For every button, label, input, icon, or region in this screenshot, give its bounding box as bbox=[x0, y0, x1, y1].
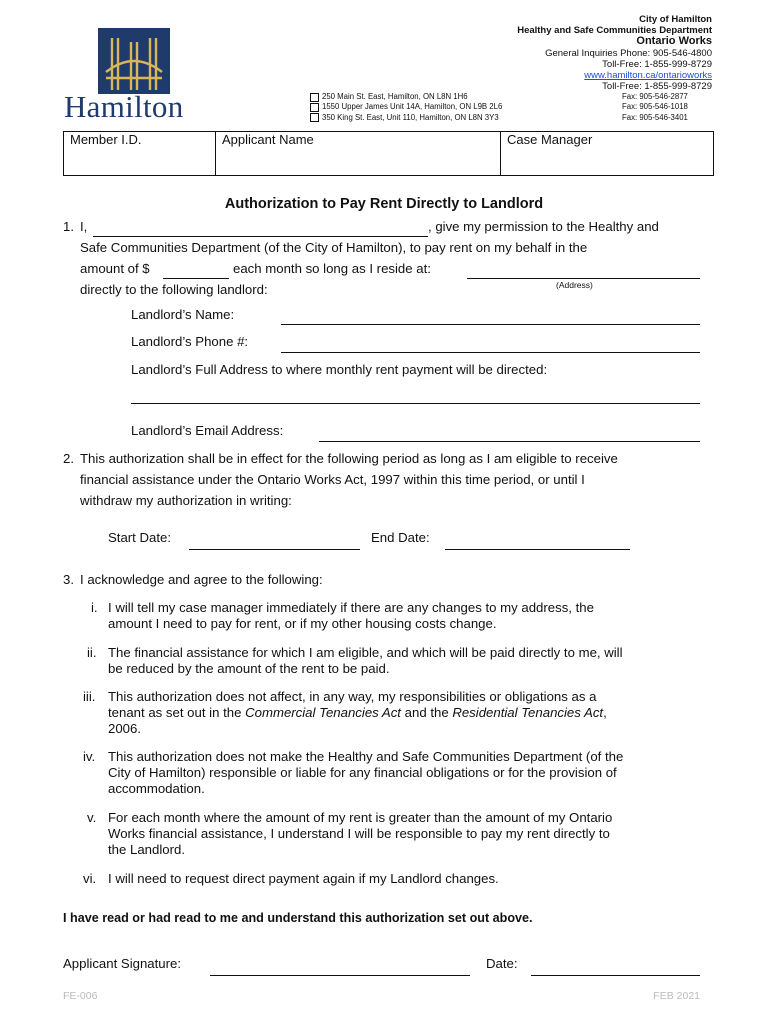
section2-line1: This authorization shall be in effect for the following period as long as I am eligible to receive bbox=[80, 451, 618, 466]
signature-label: Applicant Signature: bbox=[63, 956, 182, 971]
office-option[interactable]: 250 Main St. East, Hamilton, ON L8N 1H6 bbox=[310, 92, 502, 102]
section1-line2: Safe Communities Department (of the City of Hamilton), to pay rent on my behalf in the bbox=[80, 240, 588, 255]
item-number: iii. bbox=[83, 689, 96, 704]
name-input-line[interactable] bbox=[93, 236, 428, 237]
city-hall-emblem-icon bbox=[98, 28, 170, 94]
item-text: be reduced by the amount of the rent to be paid. bbox=[108, 661, 390, 676]
general-phone: General Inquiries Phone: 905-546-4800 bbox=[545, 47, 712, 59]
item-number: v. bbox=[87, 810, 97, 825]
item-text: 2006. bbox=[108, 721, 142, 736]
website-link[interactable]: www.hamilton.ca/ontarioworks bbox=[584, 70, 712, 82]
member-id-field[interactable]: Member I.D. bbox=[64, 132, 216, 176]
revision-date: FEB 2021 bbox=[653, 990, 700, 1002]
contact-block bbox=[517, 14, 712, 92]
fax-list bbox=[622, 92, 688, 123]
section-number: 1. bbox=[63, 219, 74, 234]
section-number: 3. bbox=[63, 572, 74, 587]
section1-line4: directly to the following landlord: bbox=[80, 282, 268, 297]
date-label: Date: bbox=[486, 956, 518, 971]
form-code: FE-006 bbox=[63, 990, 98, 1002]
i-label: I, bbox=[80, 219, 88, 234]
signature-line[interactable] bbox=[210, 975, 470, 976]
item-text: City of Hamilton) responsible or liable for any financial obligations or for the provision of bbox=[108, 765, 617, 780]
item-number: iv. bbox=[83, 749, 96, 764]
amount-input-line[interactable] bbox=[163, 278, 229, 279]
landlord-phone-label: Landlord’s Phone #: bbox=[131, 334, 249, 349]
hamilton-logo bbox=[62, 25, 210, 125]
end-date-line[interactable] bbox=[445, 549, 630, 550]
item-number: ii. bbox=[87, 645, 97, 660]
landlord-email-label: Landlord’s Email Address: bbox=[131, 423, 284, 438]
applicant-id-table bbox=[63, 131, 714, 176]
program-name: Ontario Works bbox=[636, 35, 712, 48]
section2-line2: financial assistance under the Ontario Works Act, 1997 within this time period, or until I bbox=[80, 472, 585, 487]
checkbox[interactable] bbox=[310, 93, 319, 102]
fax-number: Fax: 905-546-1018 bbox=[622, 102, 688, 112]
address-input-line[interactable] bbox=[467, 278, 700, 279]
form-title: Authorization to Pay Rent Directly to Landlord bbox=[224, 196, 544, 212]
start-date-label: Start Date: bbox=[108, 530, 172, 545]
fax-number: Fax: 905-546-3401 bbox=[622, 112, 688, 122]
case-manager-field[interactable]: Case Manager bbox=[501, 132, 714, 176]
office-list bbox=[310, 92, 502, 123]
each-month-text: each month so long as I reside at: bbox=[233, 261, 431, 276]
landlord-address-label: Landlord’s Full Address to where monthly rent payment will be directed: bbox=[131, 362, 548, 377]
office-option[interactable]: 1550 Upper James Unit 14A, Hamilton, ON L9B 2L6 bbox=[310, 102, 502, 112]
item-text: I will tell my case manager immediately if there are any changes to my address, the bbox=[108, 600, 594, 615]
item-text: I will need to request direct payment again if my Landlord changes. bbox=[108, 871, 499, 886]
toll-free: Toll-Free: 1-855-999-8729 bbox=[602, 58, 712, 70]
logo-wordmark: Hamilton bbox=[64, 89, 184, 124]
landlord-phone-line[interactable] bbox=[281, 352, 700, 353]
item-text: For each month where the amount of my rent is greater than the amount of my Ontario bbox=[108, 810, 613, 825]
office-option[interactable]: 350 King St. East, Unit 110, Hamilton, ON L8N 3Y3 bbox=[310, 113, 502, 123]
applicant-name-field[interactable]: Applicant Name bbox=[216, 132, 501, 176]
start-date-line[interactable] bbox=[189, 549, 360, 550]
item-text: amount I need to pay for rent, or if my other housing costs change. bbox=[108, 616, 497, 631]
landlord-address-line[interactable] bbox=[131, 403, 700, 404]
item-text: accommodation. bbox=[108, 781, 205, 796]
city-name: City of Hamilton bbox=[639, 14, 712, 25]
date-line[interactable] bbox=[531, 975, 700, 976]
acknowledgement-statement: I have read or had read to me and understand this authorization set out above. bbox=[63, 911, 533, 925]
item-number: vi. bbox=[83, 871, 97, 886]
item-text: This authorization does not affect, in any way, my responsibilities or obligations as a bbox=[108, 689, 597, 704]
item-text: tenant as set out in the Commercial Tenancies Act and the Residential Tenancies Act, bbox=[108, 705, 607, 720]
item-text: The financial assistance for which I am eligible, and which will be paid directly to me, will bbox=[108, 645, 623, 660]
item-text: the Landlord. bbox=[108, 842, 185, 857]
item-text: This authorization does not make the Healthy and Safe Communities Department (of the bbox=[108, 749, 624, 764]
fax-number: Fax: 905-546-2877 bbox=[622, 92, 688, 101]
checkbox[interactable] bbox=[310, 103, 319, 112]
checkbox[interactable] bbox=[310, 113, 319, 122]
section2-line3: withdraw my authorization in writing: bbox=[80, 493, 292, 508]
item-number: i. bbox=[91, 600, 98, 615]
toll-free-2: Toll-Free: 1-855-999-8729 bbox=[602, 81, 712, 93]
section3-intro: I acknowledge and agree to the following: bbox=[80, 572, 323, 587]
end-date-label: End Date: bbox=[371, 530, 430, 545]
department-name: Healthy and Safe Communities Department bbox=[517, 25, 712, 37]
section-number: 2. bbox=[63, 451, 74, 466]
item-text: Works financial assistance, I understand I will be responsible to pay my rent directly to bbox=[108, 826, 610, 841]
landlord-name-label: Landlord’s Name: bbox=[131, 307, 235, 322]
landlord-name-line[interactable] bbox=[281, 324, 700, 325]
landlord-email-line[interactable] bbox=[319, 441, 700, 442]
permission-text: , give my permission to the Healthy and bbox=[428, 219, 659, 234]
amount-label: amount of $ bbox=[80, 261, 150, 276]
address-caption: (Address) bbox=[556, 280, 593, 290]
